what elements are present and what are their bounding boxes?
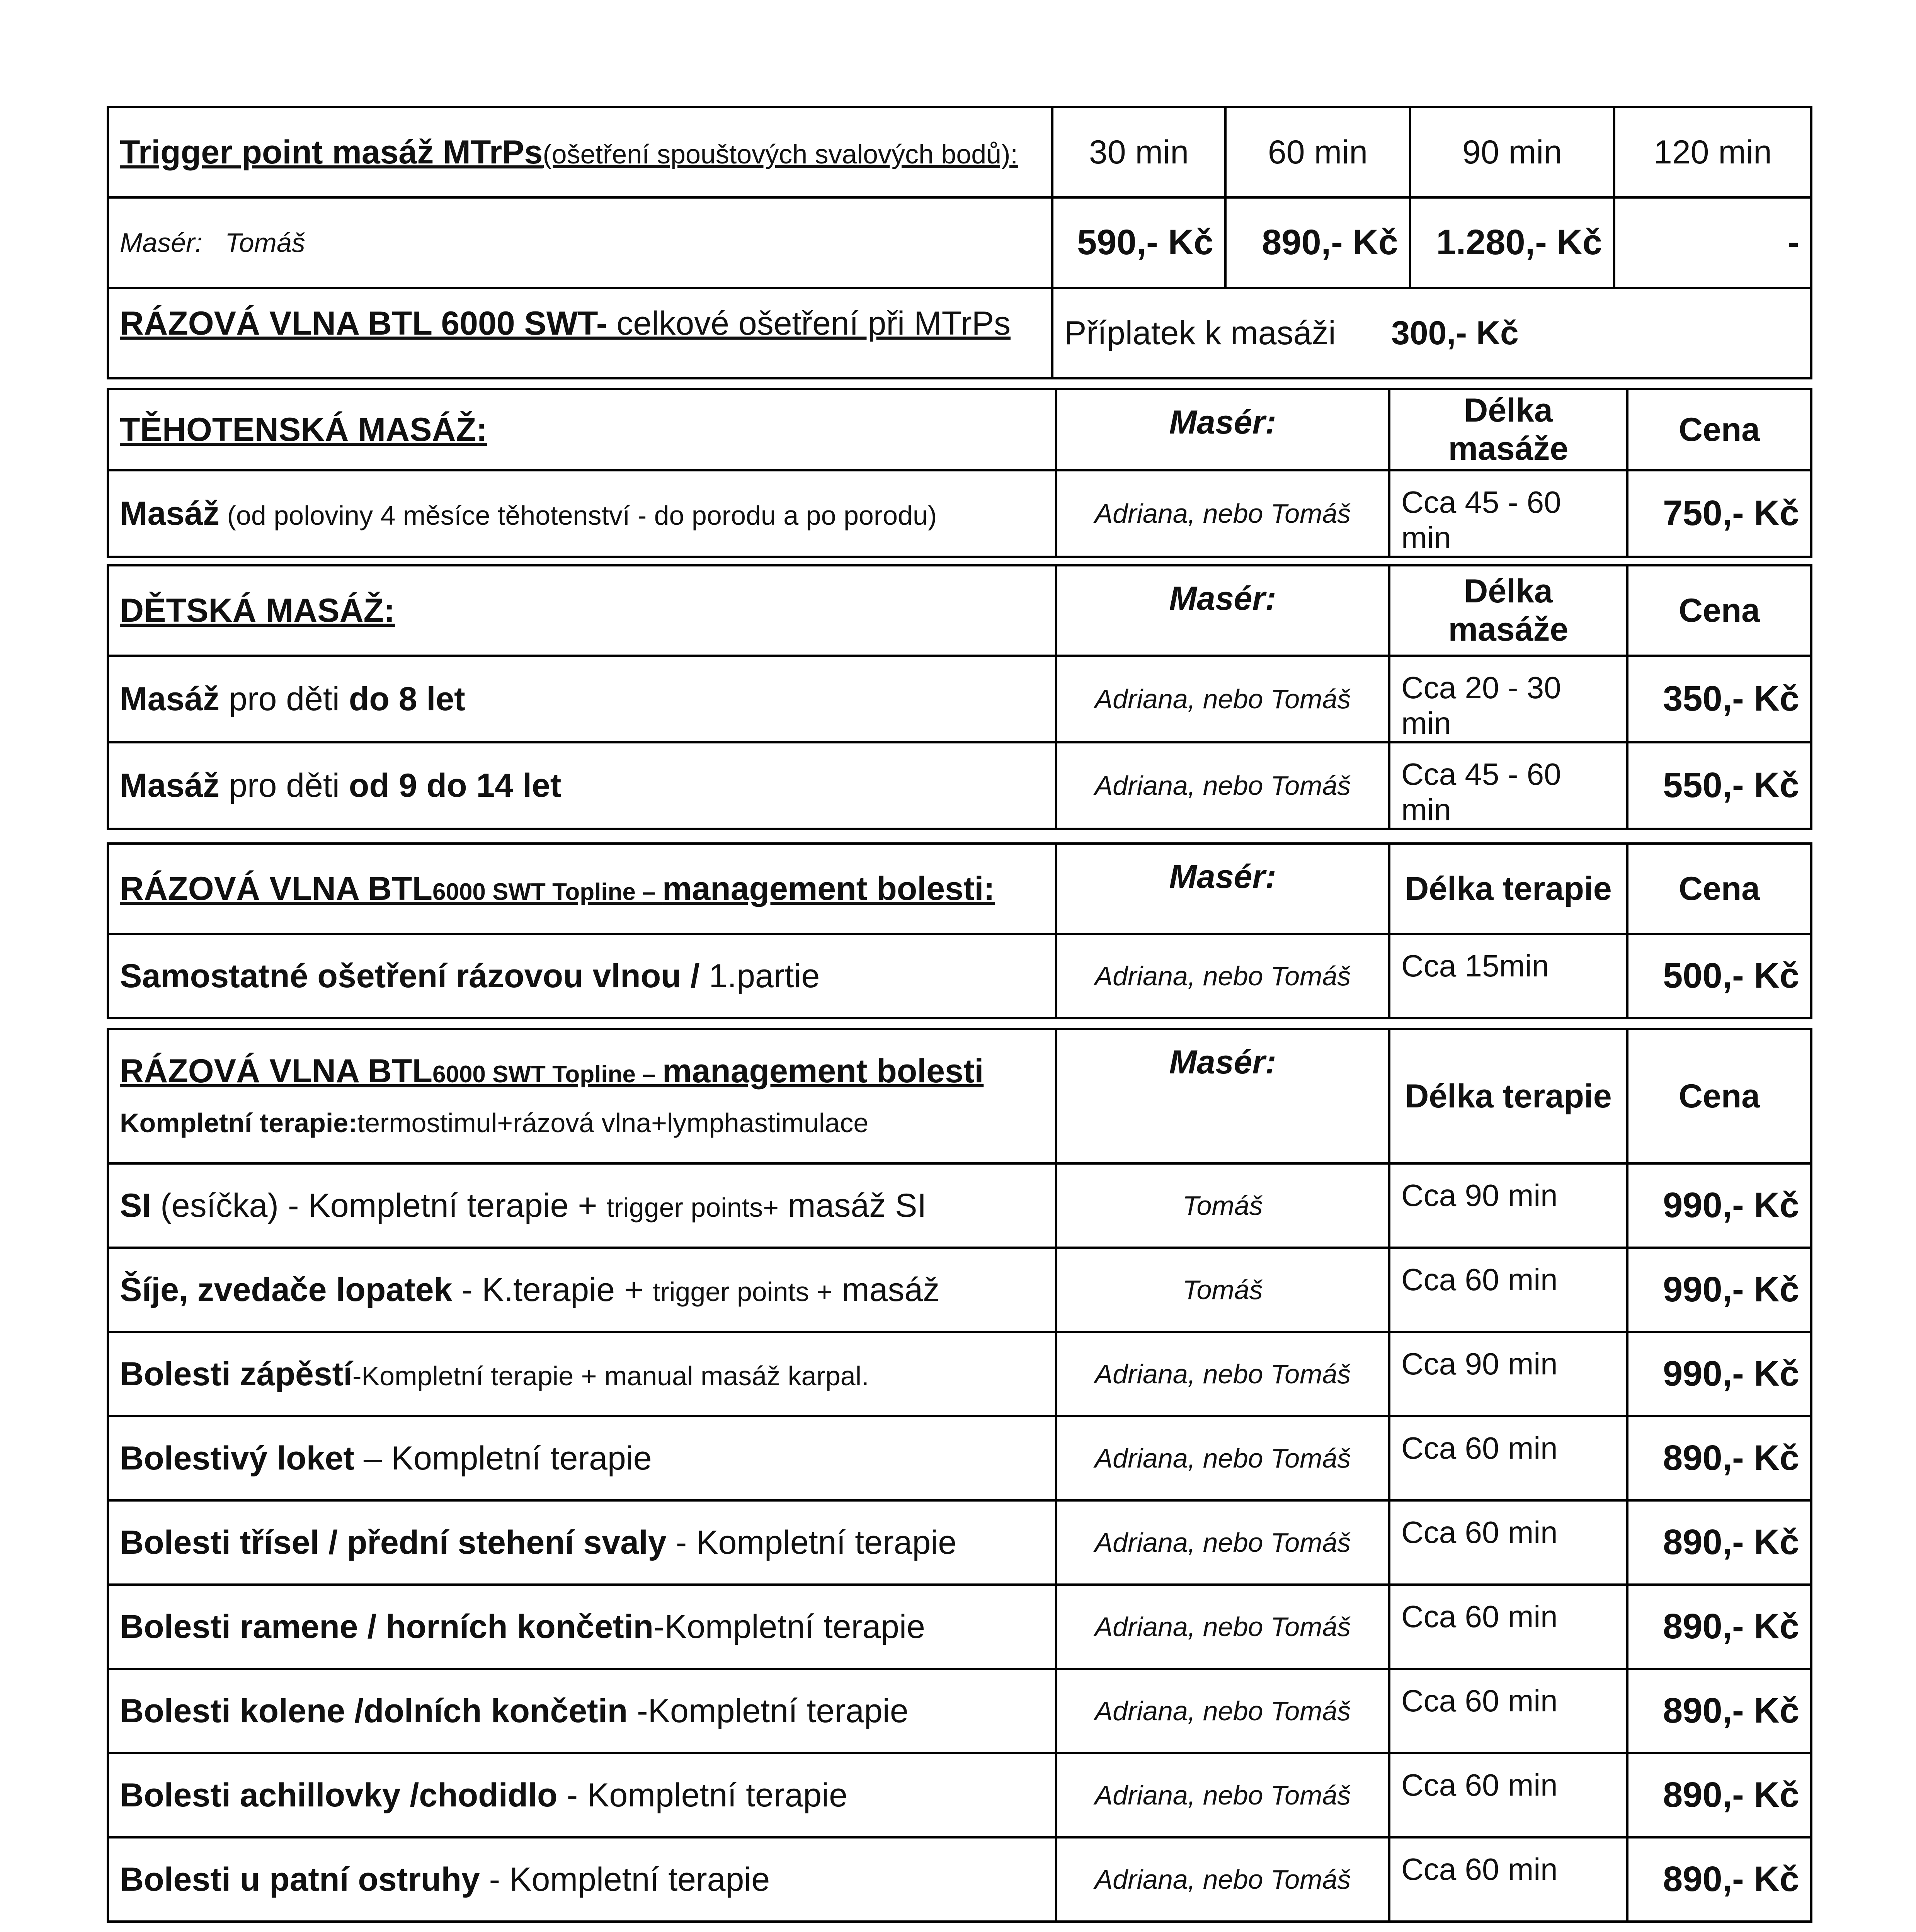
shockwave-complete-table bbox=[107, 1028, 1812, 1923]
service-age: od 9 do 14 let bbox=[349, 767, 562, 804]
masseur-label: Masér: bbox=[120, 227, 202, 258]
wave-title: RÁZOVÁ VLNA BTL 6000 SWT- bbox=[120, 305, 607, 342]
service-price: 990,- Kč bbox=[1627, 1248, 1811, 1332]
service-name-bold: Bolesti zápěstí bbox=[120, 1355, 353, 1393]
service-name-bold: Bolesti kolene /dolních končetin bbox=[120, 1692, 628, 1730]
service-duration: Cca 60 min bbox=[1389, 1669, 1627, 1753]
service-duration: Cca 45 - 60 min bbox=[1389, 742, 1627, 829]
service-masseur: Adriana, nebo Tomáš bbox=[1056, 1585, 1389, 1669]
wave-desc: celkové ošetření při MTrPs bbox=[607, 305, 1011, 342]
service-price: 890,- Kč bbox=[1627, 1837, 1811, 1922]
service-desc: (esíčka) - Kompletní terapie + bbox=[151, 1187, 607, 1224]
service-price: 990,- Kč bbox=[1627, 1332, 1811, 1416]
masseur-name: Tomáš bbox=[225, 227, 305, 258]
service-masseur: Adriana, nebo Tomáš bbox=[1056, 656, 1389, 742]
service-name bbox=[108, 1500, 1056, 1585]
service-duration: Cca 60 min bbox=[1389, 1585, 1627, 1669]
children-table bbox=[107, 564, 1812, 830]
service-price: 890,- Kč bbox=[1627, 1500, 1811, 1585]
service-desc: – Kompletní terapie bbox=[354, 1439, 652, 1477]
duration-90: 90 min bbox=[1410, 107, 1614, 197]
service-name bbox=[108, 1163, 1056, 1248]
service-price: 500,- Kč bbox=[1627, 934, 1811, 1018]
service-name bbox=[108, 1837, 1056, 1922]
service-desc-small: -Kompletní terapie + manual masáž karpal. bbox=[352, 1361, 869, 1391]
service-name-bold: Masáž bbox=[120, 680, 220, 718]
service-name-bold: Bolestivý loket bbox=[120, 1439, 354, 1477]
service-desc: pro děti bbox=[220, 680, 349, 718]
service-name-bold: Bolesti u patní ostruhy bbox=[120, 1861, 480, 1898]
service-desc: - Kompletní terapie bbox=[480, 1861, 770, 1898]
service-duration: Cca 60 min bbox=[1389, 1416, 1627, 1500]
service-name bbox=[108, 470, 1056, 557]
service-duration: Cca 90 min bbox=[1389, 1332, 1627, 1416]
service-duration: Cca 60 min bbox=[1389, 1500, 1627, 1585]
service-desc-small: trigger points + bbox=[653, 1276, 833, 1307]
service-price: 890,- Kč bbox=[1627, 1416, 1811, 1500]
header-length: Délka masáže bbox=[1389, 565, 1627, 656]
service-desc-end: masáž SI bbox=[779, 1187, 927, 1224]
complete-title-a: RÁZOVÁ VLNA BTL bbox=[120, 1053, 432, 1090]
wave-surcharge-cell bbox=[1052, 288, 1811, 378]
header-price: Cena bbox=[1627, 844, 1811, 934]
service-desc: - Kompletní terapie bbox=[666, 1524, 957, 1561]
service-name-bold: Masáž bbox=[120, 495, 220, 532]
service-price: 350,- Kč bbox=[1627, 656, 1811, 742]
service-duration: Cca 15min bbox=[1389, 934, 1627, 1018]
service-desc: - K.terapie + bbox=[452, 1271, 653, 1308]
price-60: 890,- Kč bbox=[1225, 197, 1410, 288]
price-120: - bbox=[1614, 197, 1811, 288]
trigger-masseur-cell bbox=[108, 197, 1052, 288]
header-masseur: Masér: bbox=[1056, 389, 1389, 470]
service-name bbox=[108, 656, 1056, 742]
service-masseur: Adriana, nebo Tomáš bbox=[1056, 470, 1389, 557]
complete-title-c: management bolesti bbox=[662, 1053, 984, 1090]
price-90: 1.280,- Kč bbox=[1410, 197, 1614, 288]
service-duration: Cca 45 - 60 min bbox=[1389, 470, 1627, 557]
header-length: Délka masáže bbox=[1389, 389, 1627, 470]
service-masseur: Adriana, nebo Tomáš bbox=[1056, 1753, 1389, 1837]
service-desc: (od poloviny 4 měsíce těhotenství - do porodu a po porodu) bbox=[220, 500, 937, 531]
service-price: 990,- Kč bbox=[1627, 1163, 1811, 1248]
wave-title-cell bbox=[108, 288, 1052, 378]
service-desc-end: masáž bbox=[832, 1271, 940, 1308]
service-masseur: Tomáš bbox=[1056, 1248, 1389, 1332]
service-name bbox=[108, 1585, 1056, 1669]
complete-subtitle-desc: termostimul+rázová vlna+lymphastimulace bbox=[357, 1108, 869, 1138]
service-name bbox=[108, 1332, 1056, 1416]
service-duration: Cca 60 min bbox=[1389, 1753, 1627, 1837]
trigger-title-cell bbox=[108, 107, 1052, 197]
header-price: Cena bbox=[1627, 565, 1811, 656]
duration-60: 60 min bbox=[1225, 107, 1410, 197]
header-masseur: Masér: bbox=[1056, 844, 1389, 934]
header-length: Délka terapie bbox=[1389, 1029, 1627, 1163]
service-masseur: Adriana, nebo Tomáš bbox=[1056, 1500, 1389, 1585]
header-masseur: Masér: bbox=[1056, 1029, 1389, 1163]
complete-title-b: 6000 SWT Topline – bbox=[432, 1061, 662, 1088]
shockwave-title-c: management bolesti: bbox=[662, 870, 995, 907]
service-desc: - Kompletní terapie bbox=[557, 1776, 848, 1814]
children-title: DĚTSKÁ MASÁŽ: bbox=[108, 565, 1056, 656]
service-desc: -Kompletní terapie bbox=[653, 1608, 925, 1645]
trigger-subtitle: (ošetření spouštových svalových bodů): bbox=[543, 139, 1018, 169]
trigger-point-table bbox=[107, 106, 1812, 379]
service-masseur: Adriana, nebo Tomáš bbox=[1056, 1837, 1389, 1922]
service-price: 890,- Kč bbox=[1627, 1585, 1811, 1669]
shockwave-title-b: 6000 SWT Topline – bbox=[432, 878, 662, 905]
complete-subtitle-bold: Kompletní terapie: bbox=[120, 1108, 357, 1138]
shockwave-single-table bbox=[107, 842, 1812, 1019]
wave-surcharge-price: 300,- Kč bbox=[1391, 314, 1519, 352]
shockwave-title bbox=[108, 844, 1056, 934]
service-name bbox=[108, 934, 1056, 1018]
pregnancy-title: TĚHOTENSKÁ MASÁŽ: bbox=[108, 389, 1056, 470]
header-price: Cena bbox=[1627, 1029, 1811, 1163]
service-duration: Cca 60 min bbox=[1389, 1837, 1627, 1922]
service-age: do 8 let bbox=[349, 680, 465, 718]
service-masseur: Adriana, nebo Tomáš bbox=[1056, 742, 1389, 829]
header-length: Délka terapie bbox=[1389, 844, 1627, 934]
service-desc: pro děti bbox=[220, 767, 349, 804]
service-price: 750,- Kč bbox=[1627, 470, 1811, 557]
service-name-bold: Šíje, zvedače lopatek bbox=[120, 1271, 453, 1308]
service-price: 890,- Kč bbox=[1627, 1669, 1811, 1753]
wave-surcharge-label: Příplatek k masáži bbox=[1064, 314, 1336, 352]
service-name-bold: Bolesti ramene / horních končetin bbox=[120, 1608, 654, 1645]
service-masseur: Adriana, nebo Tomáš bbox=[1056, 1332, 1389, 1416]
service-desc: 1.partie bbox=[709, 957, 820, 995]
trigger-title: Trigger point masáž MTrPs bbox=[120, 133, 543, 171]
service-masseur: Adriana, nebo Tomáš bbox=[1056, 1669, 1389, 1753]
service-name bbox=[108, 742, 1056, 829]
service-name-bold: Bolesti achillovky /chodidlo bbox=[120, 1776, 558, 1814]
duration-120: 120 min bbox=[1614, 107, 1811, 197]
shockwave-title-a: RÁZOVÁ VLNA BTL bbox=[120, 870, 432, 907]
complete-title bbox=[120, 1052, 1044, 1090]
complete-subtitle bbox=[120, 1102, 1044, 1140]
service-name bbox=[108, 1669, 1056, 1753]
service-name-bold: Samostatné ošetření rázovou vlnou / bbox=[120, 957, 709, 995]
service-duration: Cca 20 - 30 min bbox=[1389, 656, 1627, 742]
complete-title-cell bbox=[108, 1029, 1056, 1163]
service-masseur: Adriana, nebo Tomáš bbox=[1056, 1416, 1389, 1500]
service-name-bold: SI bbox=[120, 1187, 151, 1224]
service-masseur: Adriana, nebo Tomáš bbox=[1056, 934, 1389, 1018]
service-name bbox=[108, 1753, 1056, 1837]
service-desc: -Kompletní terapie bbox=[628, 1692, 909, 1730]
service-duration: Cca 90 min bbox=[1389, 1163, 1627, 1248]
service-price: 890,- Kč bbox=[1627, 1753, 1811, 1837]
service-duration: Cca 60 min bbox=[1389, 1248, 1627, 1332]
service-name bbox=[108, 1416, 1056, 1500]
service-desc-small: trigger points+ bbox=[606, 1192, 779, 1223]
duration-30: 30 min bbox=[1052, 107, 1225, 197]
service-price: 550,- Kč bbox=[1627, 742, 1811, 829]
service-name-bold: Bolesti třísel / přední stehení svaly bbox=[120, 1524, 667, 1561]
pregnancy-table bbox=[107, 388, 1812, 558]
service-masseur: Tomáš bbox=[1056, 1163, 1389, 1248]
service-name-bold: Masáž bbox=[120, 767, 220, 804]
service-name bbox=[108, 1248, 1056, 1332]
header-price: Cena bbox=[1627, 389, 1811, 470]
price-30: 590,- Kč bbox=[1052, 197, 1225, 288]
header-masseur: Masér: bbox=[1056, 565, 1389, 656]
